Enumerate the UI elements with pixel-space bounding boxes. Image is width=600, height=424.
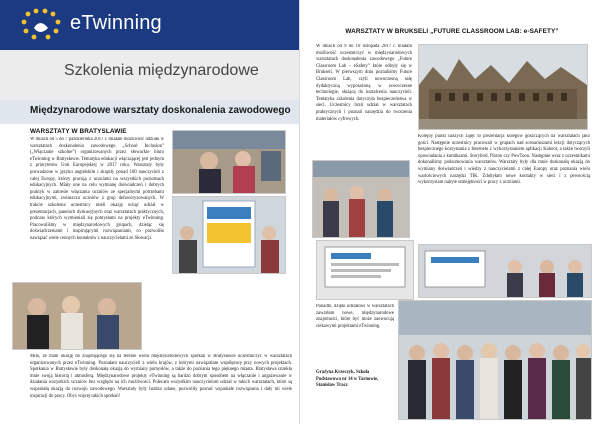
right-page: [300, 0, 600, 424]
photo-group-final: [398, 300, 592, 420]
brand-logo-text: eTwinning: [70, 12, 162, 34]
article-body-bottom: Miło, że mam okazję do znajdującego się na terenie wielu międzynarodowych spotkań w Bratysławie uczestniczyć w warsztatach organizowanych przez eTwinning. Poznałam nauczycieli z wielu krajów, z którymi nawiązałam współpracę przy nowych projektach. Spotkania w Bratysławie były doskonałą okazją do wymiany pomysłów, a także do poznania tego pięknego miasta. Bratysława urzekła mnie swoją historią i atmosferą. Międzynarodowe projekty eTwinning są bardzo dobrym sposobem na włączanie i angażowanie w działania wszystkich uczniów bez względu na ich możliwości. Polecam wszystkim nauczycielom udział w takich warsztatach, które są wspaniałą okazją do rozwoju zawodowego. Warsztaty były bardzo udane, pozwoliły poznać wspaniałe rozwiązania i dały mi wiele inspiracji do pracy. Obyś więcej takich spotkań!: [30, 354, 292, 399]
brand-subtitle: Szkolenia międzynarodowe: [64, 62, 259, 79]
article-body-col1-right: W dniach od 9 do 10 listopada 2017 r. miałam możliwość uczestniczyć w międzynarodowych warsztatach doskonalenia zawodowego „Future Classroom Lab – eSafety” które odbyły się w Brukseli. W pierwszym dniu poznaliśmy Future Classroom Lab, czyli nowoczesną salę dydaktyczną wyposażoną w nowoczesne technologie, służącą do kształcenia nauczycieli. Tematyka szkolenia dotyczyła bezpieczeństwa w sieci. Uczestnicy brali udział w warsztatach praktycznych i poznali narzędzia do tworzenia materiałów cyfrowych.: [316, 44, 412, 122]
article-body-bottom-right: Ponadto, dzięki udziałowi w warsztatach zawarłam nowe, międzynarodowe znajomości, które być może zaowocują ciekawymi projektami eTwinning.: [316, 304, 394, 329]
photo-classroom-lab: [418, 244, 592, 298]
photo-group-poster: [172, 196, 286, 274]
article-body-col2-right: Kolejny punkt naszych zajęć to prezentacja kolegów goszczących na warsztatach jako gości. Następnie uczestnicy pracowali w grupach nad scenariuszami lekcji dotyczących bezpiecznego korzystania z Internetu z wykorzystaniem aplikacji Kahoot, a także tworzyli opowiadania z komiksami. Storybird, Pixton czy PowToon. Następnie wraz z uczestnikami dokonaliśmy podsumowania warsztatów. Warsztaty były dla mnie doskonałą okazją do wymiany doświadczeń i wiedzy z nauczycielami z całej Europy oraz poznania wielu wartościowych narzędzi TIK. Zdobyłam nowe kontakty w sieci i z pewnością wykorzystam nabyte umiejętności w pracy z uczniami.: [418, 134, 590, 186]
header-blue-banner: [0, 0, 300, 50]
photo-teachers-group: [12, 282, 142, 350]
section-title-bratislava: WARSZTATY W BRATYSLAWIE: [30, 128, 127, 135]
article-body-col1: W dniach od 5 do 7 października 2017 r. miałam możliwość udziału w warsztatach doskonalenia zawodowego „School Inclusion” („Włączanie szkolne”) organizowanych przez słowackie biuro eTwinning w Bratysławie. Tematyka edukacji włączającej jest jednym z priorytetów Unii Europejskiej w 2017 roku. Warsztaty były prowadzone w języku angielskim i skupiły ponad 100 nauczycieli z całej Europy, którzy pracują z uczniami na wszystkich poziomach edukacyjnych. Miały one na celu wymianę doświadczeń i dobrych praktyk w zakresie włączania uczniów ze specjalnymi potrzebami edukacyjnymi, zwłaszcza uczniów z grup defaworyzowanych. W trakcie szkolenia uczestnicy mieli okazję wziąć udział w prezentacjach, panelach dyskusyjnych oraz warsztatach praktycznych, podczas których wymieniali się pomysłami na projekty eTwinning. Pracowaliśmy w międzynarodowych grupach, dzieląc się doświadczeniami i inspirującymi rozwiązaniami, co pozwoliło nawiązać wiele cennych kontaktów z nauczycielami ze Słowacji.: [30, 137, 164, 241]
photo-brussels-grand-place: [418, 44, 588, 130]
author-signature: Grażyna Krzeczyk, Szkoła Podstawowa nr 14 w Tarnowie, Stanisław Tracz: [316, 370, 379, 389]
photo-workshop-group: [312, 160, 410, 238]
photo-workshop-classroom: [172, 130, 286, 194]
photo-presentation-screen: [316, 240, 414, 300]
section-title-brussels: WARSZTATY W BRUKSELI „FUTURE CLASSROOM LAB: e-SAFETY”: [345, 28, 559, 35]
page-title: Międzynarodowe warsztaty doskonalenia zawodowego: [30, 105, 291, 116]
etwinning-logo-icon: [18, 6, 66, 44]
